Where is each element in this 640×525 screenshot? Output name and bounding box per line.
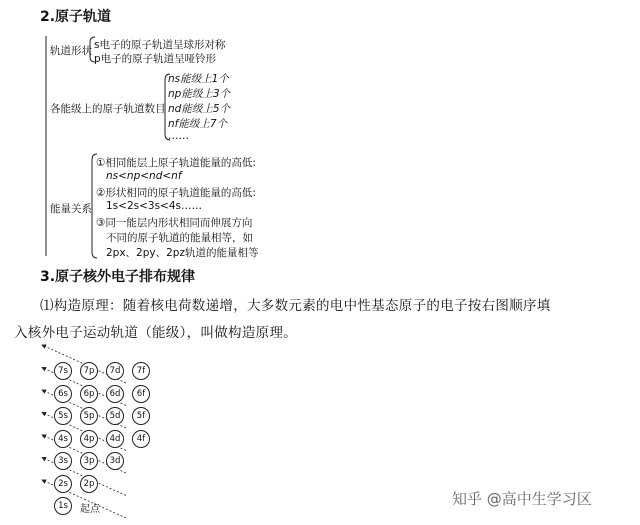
count-item: nd能级上5个	[168, 103, 231, 115]
orbital-4p: 4p	[80, 430, 98, 448]
orbital-2s: 2s	[54, 475, 72, 493]
energy-line: ns<np<nd<nf	[106, 170, 182, 182]
orbital-3d: 3d	[106, 452, 124, 470]
orbital-7s: 7s	[54, 362, 72, 380]
energy-line: ②形状相同的原子轨道能量的高低:	[96, 187, 256, 199]
energy-line: ①相同能层上原子轨道能量的高低:	[96, 157, 256, 169]
energy-label: 能量关系	[50, 203, 92, 215]
energy-line: 2px、2py、2pz轨道的能量相等	[106, 247, 259, 259]
orbital-5f: 5f	[132, 407, 150, 425]
orbital-6s: 6s	[54, 385, 72, 403]
count-item: ns能级上1个	[168, 73, 229, 85]
shape-item: p电子的原子轨道呈哑铃形	[94, 53, 217, 65]
count-item: nf能级上7个	[168, 118, 228, 130]
orbital-7p: 7p	[80, 362, 98, 380]
orbital-5p: 5p	[80, 407, 98, 425]
count-item: ……	[168, 130, 189, 142]
orbital-4d: 4d	[106, 430, 124, 448]
orbital-6d: 6d	[106, 385, 124, 403]
paragraph-line: ⑴构造原理：随着核电荷数递增，大多数元素的电中性基态原子的电子按右图顺序填	[40, 298, 551, 314]
shape-label: 轨道形状	[50, 45, 92, 57]
section2-title: 2.原子轨道	[40, 9, 112, 25]
orbital-6p: 6p	[80, 385, 98, 403]
count-label: 各能级上的原子轨道数目	[50, 103, 166, 115]
orbital-3s: 3s	[54, 452, 72, 470]
orbital-4s: 4s	[54, 430, 72, 448]
orbital-7f: 7f	[132, 362, 150, 380]
energy-line: 不同的原子轨道的能量相等，如	[106, 232, 253, 244]
paragraph-line: 入核外电子运动轨道（能级），叫做构造原理。	[14, 325, 298, 341]
orbital-5s: 5s	[54, 407, 72, 425]
orbital-7d: 7d	[106, 362, 124, 380]
section3-title: 3.原子核外电子排布规律	[40, 269, 196, 285]
orbital-4f: 4f	[132, 430, 150, 448]
shape-item: s电子的原子轨道呈球形对称	[94, 39, 226, 51]
energy-line: 1s<2s<3s<4s……	[106, 200, 202, 212]
orbital-6f: 6f	[132, 385, 150, 403]
orbital-2p: 2p	[80, 475, 98, 493]
orbital-3p: 3p	[80, 452, 98, 470]
orbital-1s: 1s	[54, 497, 72, 515]
watermark: 知乎 @高中生学习区	[452, 490, 592, 508]
count-item: np能级上3个	[168, 88, 231, 100]
orbital-5d: 5d	[106, 407, 124, 425]
energy-line: ③同一能层内形状相同而伸展方向	[96, 217, 253, 229]
start-label: 起点	[80, 504, 100, 515]
